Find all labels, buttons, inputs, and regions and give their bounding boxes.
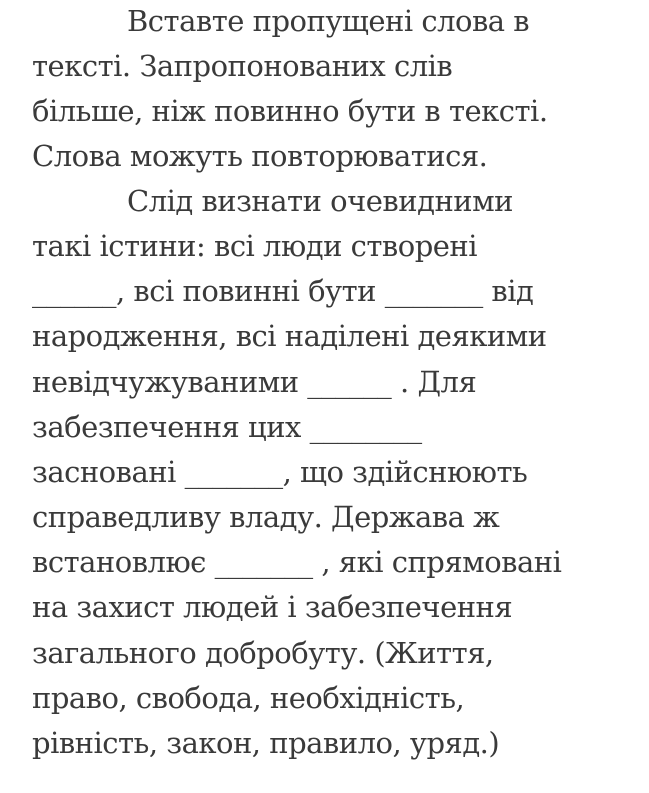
text-line-7: засновані _______, що здійснюють — [32, 455, 528, 489]
text-line-10: на захист людей і забезпечення — [32, 590, 513, 624]
text-line-4: народження, всі наділені деякими — [32, 319, 547, 353]
text-line-11: загального добробуту. (Життя, — [32, 636, 494, 670]
instruction-line-3: більше, ніж повинно бути в тексті. — [32, 94, 548, 128]
word-bank-line-2: рівність, закон, правило, уряд.) — [32, 726, 500, 760]
instruction-line-1: Вставте пропущені слова в — [127, 4, 530, 38]
word-bank-line-1: право, свобода, необхідність, — [32, 681, 465, 715]
text-line-3: ______, всі повинні бути _______ від — [32, 274, 534, 308]
instruction-line-2: тексті. Запропонованих слів — [32, 49, 453, 83]
text-line-5: невідчужуваними ______ . Для — [32, 365, 477, 399]
text-line-9: встановлює _______ , які спрямовані — [32, 545, 562, 579]
text-line-8: справедливу владу. Держава ж — [32, 500, 500, 534]
text-line-6: забезпечення цих ________ — [32, 410, 422, 444]
instruction-line-4: Слова можуть повторюватися. — [32, 139, 488, 173]
text-line-2: такі істини: всі люди створені — [32, 229, 478, 263]
text-line-1: Слід визнати очевидними — [127, 184, 513, 218]
